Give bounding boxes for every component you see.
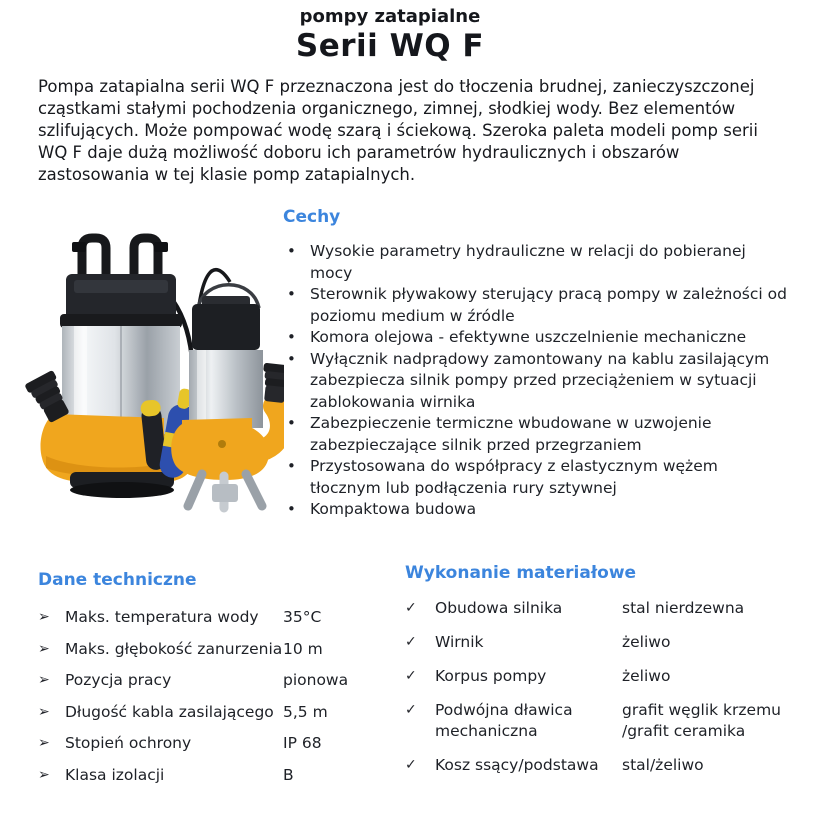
- material-label: Kosz ssący/podstawa: [435, 756, 599, 774]
- feature-item: • Zabezpieczenie termiczne wbudowane w uzwojenie zabezpieczające silnik przed przegrzaniem: [287, 414, 712, 454]
- spec-label: Klasa izolacji: [65, 765, 165, 784]
- bullet-icon: •: [287, 328, 296, 346]
- pump-small: [171, 270, 284, 508]
- features-list: [283, 241, 791, 521]
- material-row: [405, 632, 805, 653]
- materials-list: [405, 598, 805, 776]
- bullet-icon: •: [287, 242, 296, 260]
- material-value: grafit węglik krzemu /grafit ceramika: [622, 701, 781, 740]
- spec-row: [38, 607, 383, 628]
- arrow-bullet-icon: ➢: [38, 766, 50, 783]
- materials-section: [405, 563, 805, 789]
- arrow-bullet-icon: ➢: [38, 640, 50, 657]
- material-value: stal/żeliwo: [622, 756, 704, 774]
- check-icon: ✓: [405, 600, 417, 616]
- material-row: [405, 666, 805, 687]
- spec-value: IP 68: [283, 734, 322, 752]
- check-icon: ✓: [405, 702, 417, 718]
- features-section: [283, 207, 791, 521]
- spec-value: 35°C: [283, 608, 322, 626]
- arrow-bullet-icon: ➢: [38, 672, 50, 688]
- spec-value: B: [283, 765, 294, 784]
- feature-item: • Przystosowana do współpracy z elastycznym wężem tłocznym lub podłączenia rury sztywnej: [287, 457, 718, 497]
- spec-label: Maks. temperatura wody: [65, 608, 259, 626]
- arrow-bullet-icon: ➢: [38, 703, 50, 720]
- material-row: [405, 598, 805, 619]
- feature-item: • Kompaktowa budowa: [283, 499, 791, 521]
- spec-value: 10 m: [283, 639, 323, 658]
- technical-data-list: [38, 607, 383, 786]
- bullet-icon: •: [287, 414, 296, 432]
- spec-label: Długość kabla zasilającego: [65, 702, 274, 721]
- technical-data-section: [38, 570, 383, 796]
- check-icon: ✓: [405, 634, 417, 650]
- page-header: [0, 6, 780, 64]
- feature-item: • Wysokie parametry hydrauliczne w relacji do pobieranej mocy: [287, 242, 746, 282]
- feature-item: • Sterownik pływakowy sterujący pracą pompy w zależności od poziomu medium w źródle: [287, 285, 787, 325]
- material-row: [405, 700, 805, 742]
- check-icon: ✓: [405, 757, 417, 773]
- material-row: [405, 755, 805, 776]
- spec-label: Maks. głębokość zanurzenia: [65, 639, 283, 658]
- spec-row: [38, 733, 383, 754]
- spec-value: pionowa: [283, 671, 349, 689]
- feature-item: • Wyłącznik nadprądowy zamontowany na kablu zasilającym zabezpiecza silnik pompy przed przeciążeniem w sytuacji zablokowania wirnika: [287, 349, 770, 411]
- materials-heading: Wykonanie materiałowe: [405, 563, 637, 583]
- material-label: Wirnik: [435, 633, 484, 651]
- arrow-bullet-icon: ➢: [38, 735, 50, 751]
- bullet-icon: •: [287, 457, 296, 475]
- material-label: Podwójna dławica mechaniczna: [435, 701, 573, 740]
- spec-value: 5,5 m: [283, 702, 328, 721]
- bullet-icon: •: [287, 500, 296, 518]
- pumps-illustration: [16, 218, 284, 514]
- bullet-icon: •: [287, 285, 296, 303]
- material-label: Korpus pompy: [435, 667, 547, 685]
- material-value: stal nierdzewna: [622, 599, 745, 617]
- spec-row: [38, 702, 383, 723]
- material-value: żeliwo: [622, 667, 671, 685]
- check-icon: ✓: [405, 668, 417, 684]
- product-category: pompy zatapialne: [299, 6, 481, 27]
- feature-item: • Komora olejowa - efektywne uszczelnienie mechaniczne: [283, 327, 791, 349]
- bullet-icon: •: [287, 349, 296, 368]
- spec-row: [38, 765, 383, 786]
- material-label: Obudowa silnika: [435, 599, 563, 617]
- product-photo: [16, 218, 284, 514]
- product-description: Pompa zatapialna serii WQ F przeznaczona jest do tłoczenia brudnej, zanieczyszczonej cząstkami stałymi pochodzenia organicznego, zimnej, słodkiej wody. Bez elementów szlifujących. Może pompować wodę szarą i ściekową. Szeroka paleta modeli pomp serii WQ F daje dużą możliwość doboru ich parametrów hydraulicznych i obszarów zastosowania w tej klasie pomp zatapialnych.: [38, 77, 758, 184]
- spec-row: [38, 670, 383, 691]
- features-heading: Cechy: [283, 207, 341, 227]
- material-value: żeliwo: [622, 633, 671, 651]
- spec-label: Stopień ochrony: [65, 734, 192, 752]
- technical-data-heading: Dane techniczne: [38, 570, 197, 590]
- spec-label: Pozycja pracy: [65, 671, 172, 689]
- arrow-bullet-icon: ➢: [38, 609, 50, 625]
- spec-row: [38, 639, 383, 660]
- page-title: Serii WQ F: [295, 28, 485, 64]
